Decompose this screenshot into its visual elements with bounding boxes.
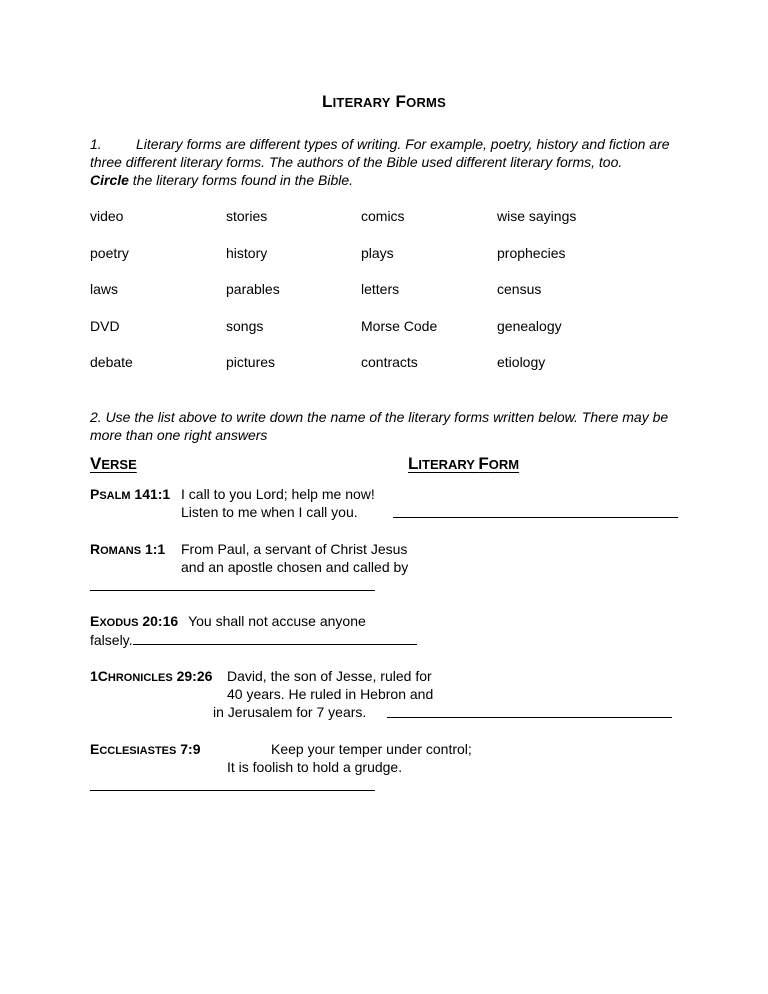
form-option[interactable]: wise sayings [497,208,577,224]
verse-text: in Jerusalem for 7 years. [213,704,367,720]
verse-text: Keep your temper under control; [271,741,472,757]
verse-entry-exodus-line-2 [90,630,417,649]
verse-text: I call to you Lord; help me now! [181,486,375,502]
question-1-line-1: Literary forms are different types of writing. For example, poetry, history and fiction are [136,136,670,152]
verse-text: falsely. [90,632,133,648]
verse-text: It is foolish to hold a grudge. [227,759,403,775]
page-title: LITERARY FORMS [322,92,446,111]
form-option[interactable]: stories [226,208,268,224]
form-option[interactable]: letters [361,281,400,297]
answer-line-romans[interactable] [90,590,375,591]
form-option[interactable]: plays [361,245,394,261]
literary-form-header: LITERARY FORM [408,454,520,473]
verse-reference-exodus: EXODUS 20:16 [90,613,179,629]
form-option[interactable]: video [90,208,124,224]
verse-entry-exodus-line-1 [90,612,366,632]
question-1-number: 1. [90,136,102,152]
verse-reference-chronicles: 1CHRONICLES 29:26 [90,668,213,684]
question-2-line-1: 2. Use the list above to write down the name of the literary forms written below. There may be [90,409,669,425]
question-2-line-2: more than one right answers [90,427,268,443]
verse-reference-psalm: PSALM 141:1 [90,486,171,502]
form-option[interactable]: songs [226,318,264,334]
form-option[interactable]: pictures [226,354,276,370]
answer-line-psalm[interactable] [393,517,678,518]
verse-reference-ecclesiastes: ECCLESIASTES 7:9 [90,741,201,757]
form-option[interactable]: laws [90,281,119,297]
form-option[interactable]: genealogy [497,318,562,334]
verse-text: 40 years. He ruled in Hebron and [227,686,434,702]
verse-text: David, the son of Jesse, ruled for [227,668,432,684]
form-option[interactable]: history [226,245,268,261]
verse-text: Listen to me when I call you. [181,504,358,520]
form-option[interactable]: etiology [497,354,546,370]
verse-reference-romans: ROMANS 1:1 [90,541,166,557]
answer-line-ecclesiastes[interactable] [90,790,375,791]
circle-instruction: Circle [90,172,129,188]
verse-text: You shall not accuse anyone [188,613,366,629]
form-option[interactable]: poetry [90,245,129,261]
form-option[interactable]: Morse Code [361,318,438,334]
answer-line-exodus[interactable] [133,630,417,645]
form-option[interactable]: comics [361,208,405,224]
form-option[interactable]: census [497,281,542,297]
form-option[interactable]: parables [226,281,280,297]
form-option[interactable]: DVD [90,318,120,334]
form-option[interactable]: prophecies [497,245,566,261]
form-option[interactable]: contracts [361,354,418,370]
answer-line-chronicles[interactable] [387,717,672,718]
verse-text: and an apostle chosen and called by [181,559,409,575]
verse-text: From Paul, a servant of Christ Jesus [181,541,408,557]
verse-header: VERSE [90,454,137,473]
question-1-line-3: Circle the literary forms found in the Bible. [90,172,354,188]
question-1-line-2: three different literary forms. The authors of the Bible used different literary forms, too. [90,154,623,170]
form-option[interactable]: debate [90,354,133,370]
